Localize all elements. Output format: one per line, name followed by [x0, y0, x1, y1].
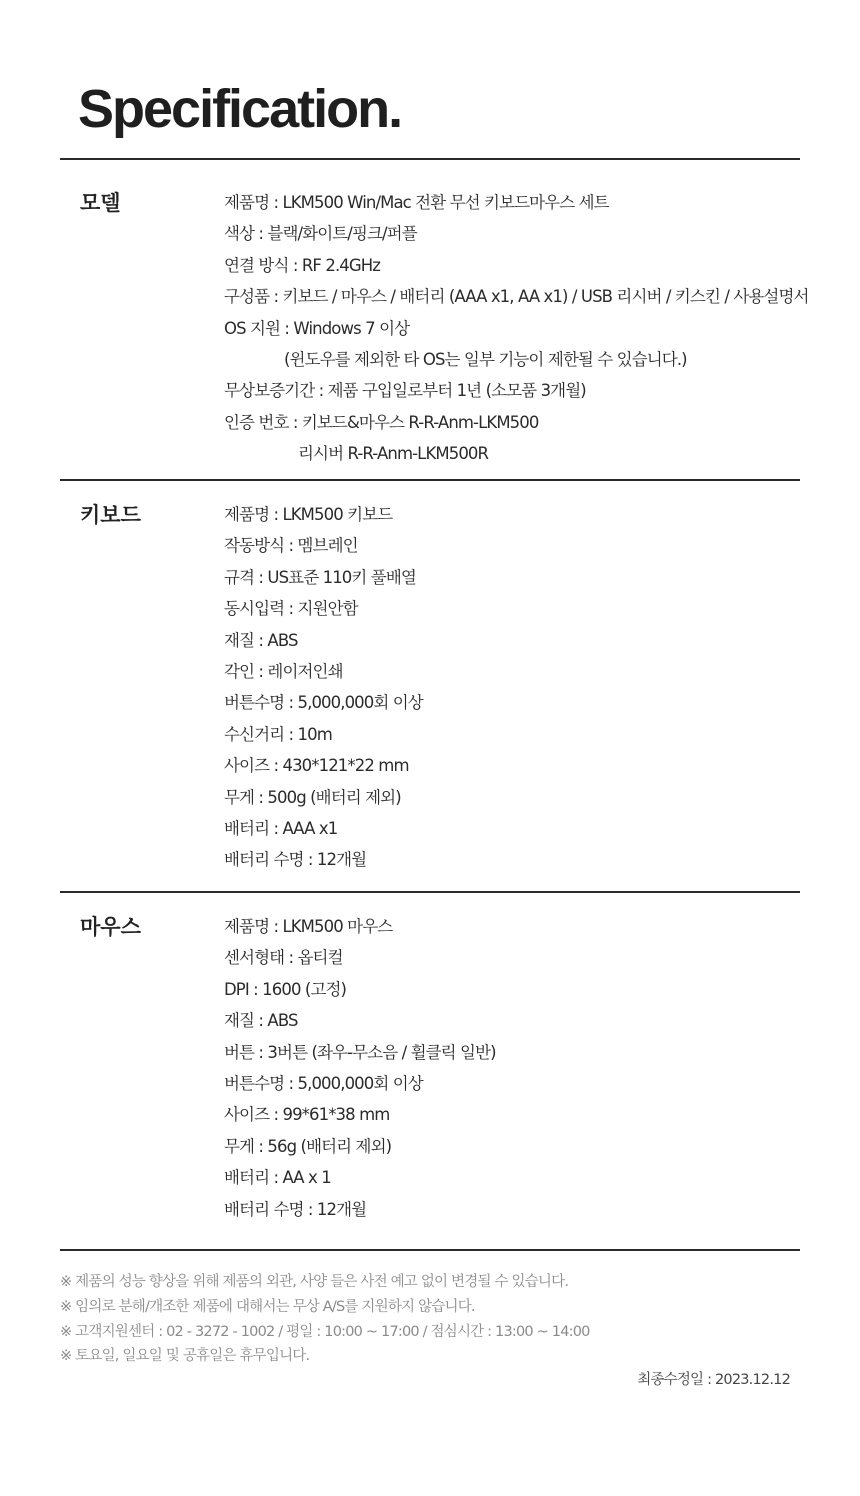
spec-line: 제품명 : LKM500 키보드 — [224, 505, 393, 524]
spec-line: 버튼수명 : 5,000,000회 이상 — [224, 1073, 423, 1093]
spec-line: 배터리 : AA x 1 — [224, 1168, 331, 1188]
note-item: ※ 고객지원센터 : 02 - 3272 - 1002 / 평일 : 10:00 ~ 17:00 / 점심시간 : 13:00 ~ 14:00 — [60, 1323, 590, 1340]
note-item: ※ 제품의 성능 향상을 위해 제품의 외관, 사양 들은 사전 예고 없이 변경될 수 있습니다. — [60, 1274, 569, 1290]
spec-line: 각인 : 레이저인쇄 — [224, 661, 343, 681]
note-item: ※ 임의로 분해/개조한 제품에 대해서는 무상 A/S를 지원하지 않습니다. — [60, 1298, 475, 1315]
spec-line: 버튼수명 : 5,000,000회 이상 — [224, 693, 423, 713]
spec-line: 인증 번호 : 키보드&마우스 R-R-Anm-LKM500 — [224, 412, 539, 432]
spec-line: OS 지원 : Windows 7 이상 — [224, 318, 410, 338]
section-label: 키보드 — [80, 503, 141, 527]
spec-list — [224, 499, 423, 876]
spec-line: 색상 : 블랙/화이트/핑크/퍼플 — [224, 224, 417, 244]
last-updated: 최종수정일 : 2023.12.12 — [637, 1372, 790, 1388]
section-label: 모델 — [80, 191, 121, 215]
spec-line: 동시입력 : 지원안함 — [224, 599, 358, 619]
divider — [60, 479, 800, 481]
spec-line: 배터리 : AAA x1 — [224, 818, 338, 838]
spec-line: 버튼 : 3버튼 (좌우-무소음 / 휠클릭 일반) — [224, 1042, 496, 1062]
spec-line: 무게 : 56g (배터리 제외) — [224, 1136, 392, 1156]
spec-line: 무상보증기간 : 제품 구입일로부터 1년 (소모품 3개월) — [224, 381, 586, 401]
spec-list — [224, 911, 496, 1225]
page-title: Specification. — [78, 79, 402, 139]
spec-line: 재질 : ABS — [224, 1011, 298, 1031]
spec-line: DPI : 1600 (고정) — [224, 979, 347, 999]
divider — [60, 891, 800, 893]
note-item: ※ 토요일, 일요일 및 공휴일은 휴무입니다. — [60, 1348, 310, 1365]
divider — [60, 158, 800, 160]
spec-line: 배터리 수명 : 12개월 — [224, 1199, 367, 1219]
spec-line: 구성품 : 키보드 / 마우스 / 배터리 (AAA x1, AA x1) / USB 리시버 / 키스킨 / 사용설명서 — [224, 287, 809, 307]
spec-line: 센서형태 : 옵티컬 — [224, 948, 343, 968]
spec-line: 연결 방식 : RF 2.4GHz — [224, 255, 381, 275]
spec-line: 제품명 : LKM500 Win/Mac 전환 무선 키보드마우스 세트 — [224, 193, 609, 212]
spec-line: 사이즈 : 430*121*22 mm — [224, 756, 409, 776]
spec-line: 사이즈 : 99*61*38 mm — [224, 1105, 390, 1125]
divider — [60, 1249, 800, 1251]
spec-line: 배터리 수명 : 12개월 — [224, 850, 367, 870]
spec-line: 제품명 : LKM500 마우스 — [224, 917, 393, 936]
spec-list — [224, 187, 809, 470]
spec-line: 무게 : 500g (배터리 제외) — [224, 787, 401, 807]
spec-line: 규격 : US표준 110키 풀배열 — [224, 567, 416, 587]
notes — [60, 1270, 590, 1369]
spec-line: 작동방식 : 멤브레인 — [224, 536, 358, 556]
spec-line: (윈도우를 제외한 타 OS는 일부 기능이 제한될 수 있습니다.) — [284, 349, 687, 369]
spec-line: 수신거리 : 10m — [224, 724, 332, 744]
section-label: 마우스 — [80, 915, 141, 939]
spec-line: 리시버 R-R-Anm-LKM500R — [298, 444, 489, 464]
spec-line: 재질 : ABS — [224, 630, 298, 650]
